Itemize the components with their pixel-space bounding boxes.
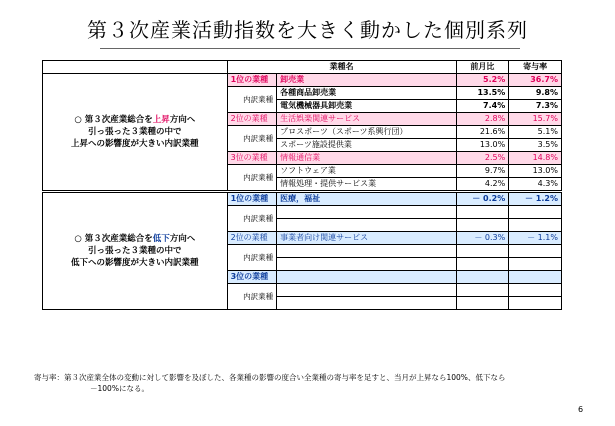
upward-sub-1-1-contrib: 9.8%: [509, 87, 562, 100]
downward-sub-1-1-mom: [456, 206, 509, 219]
downward-sub-2-1-contrib: [509, 245, 562, 258]
upward-sub-1-1: 各種商品卸売業: [277, 87, 456, 100]
header-empty-cell: [43, 61, 228, 74]
upward-mom-3: 2.5%: [456, 152, 509, 165]
downward-sub-label-1: 内訳業種: [227, 206, 277, 232]
upward-contrib-3: 14.8%: [509, 152, 562, 165]
footnote: [34, 372, 594, 394]
downward-industry-3: [277, 271, 456, 284]
downward-sub-2-2-mom: [456, 258, 509, 271]
upward-mom-1: 5.2%: [456, 74, 509, 87]
downward-sub-1-1-contrib: [509, 206, 562, 219]
upward-desc-suffix: 方向へ: [169, 115, 196, 125]
upward-sub-2-1-mom: 21.6%: [456, 126, 509, 139]
downward-industry-2: 事業者向け関連サービス: [277, 232, 456, 245]
upward-rank-1: 1位の業種: [227, 74, 277, 87]
downward-description: [43, 192, 228, 310]
downward-mom-2: － 0.3%: [456, 232, 509, 245]
page-title: 第３次産業活動指数を大きく動かした個別系列: [87, 18, 528, 42]
downward-mom-3: [456, 271, 509, 284]
upward-sub-3-1: ソフトウェア業: [277, 165, 456, 178]
footnote-line1: [34, 372, 594, 383]
downward-contrib-3: [509, 271, 562, 284]
downward-sub-3-2: [277, 297, 456, 310]
upward-rank-2: 2位の業種: [227, 113, 277, 126]
upward-sub-3-2: 情報処理・提供サービス業: [277, 178, 456, 192]
downward-sub-3-2-contrib: [509, 297, 562, 310]
industry-table: [42, 60, 562, 310]
header-mom: 前月比: [456, 61, 509, 74]
footnote-line2: －100%になる。: [90, 384, 149, 393]
upward-desc-highlight: 上昇: [152, 115, 170, 125]
table-header-row: [43, 61, 562, 74]
upward-sub-3-1-mom: 9.7%: [456, 165, 509, 178]
downward-rank-2: 2位の業種: [227, 232, 277, 245]
downward-industry-1: 医療，福祉: [277, 192, 456, 206]
page-number: 6: [578, 405, 584, 414]
downward-sub-3-1-contrib: [509, 284, 562, 297]
table-row: [43, 192, 562, 206]
upward-desc-line3: 上昇への影響度が大きい内訳業種: [71, 139, 199, 149]
downward-desc-line2: 引っ張った３業種の中で: [88, 246, 182, 256]
downward-desc-highlight: 低下: [152, 234, 170, 244]
upward-sub-3-2-mom: 4.2%: [456, 178, 509, 192]
downward-sub-1-2-contrib: [509, 219, 562, 232]
upward-sub-3-2-contrib: 4.3%: [509, 178, 562, 192]
upward-sub-2-2-mom: 13.0%: [456, 139, 509, 152]
downward-sub-2-2-contrib: [509, 258, 562, 271]
downward-desc-prefix: ○ 第３次産業総合を: [74, 234, 153, 244]
header-industry: 業種名: [227, 61, 456, 74]
downward-sub-1-1: [277, 206, 456, 219]
upward-industry-3: 情報通信業: [277, 152, 456, 165]
upward-contrib-1: 36.7%: [509, 74, 562, 87]
downward-rank-3: 3位の業種: [227, 271, 277, 284]
downward-desc-line3: 低下への影響度が大きい内訳業種: [71, 258, 199, 268]
downward-sub-3-1-mom: [456, 284, 509, 297]
upward-sub-3-1-contrib: 13.0%: [509, 165, 562, 178]
upward-sub-label-1: 内訳業種: [227, 87, 277, 113]
downward-sub-2-2: [277, 258, 456, 271]
upward-sub-2-1-contrib: 5.1%: [509, 126, 562, 139]
downward-rank-1: 1位の業種: [227, 192, 277, 206]
downward-sub-1-2: [277, 219, 456, 232]
upward-contrib-2: 15.7%: [509, 113, 562, 126]
upward-desc-prefix: ○ 第３次産業総合を: [74, 115, 153, 125]
downward-sub-label-2: 内訳業種: [227, 245, 277, 271]
upward-sub-label-2: 内訳業種: [227, 126, 277, 152]
downward-sub-2-1-mom: [456, 245, 509, 258]
downward-mom-1: － 0.2%: [456, 192, 509, 206]
upward-sub-label-3: 内訳業種: [227, 165, 277, 192]
upward-sub-1-1-mom: 13.5%: [456, 87, 509, 100]
upward-desc-line2: 引っ張った３業種の中で: [88, 127, 182, 137]
upward-sub-1-2-mom: 7.4%: [456, 100, 509, 113]
table-row: [43, 74, 562, 87]
upward-mom-2: 2.8%: [456, 113, 509, 126]
upward-industry-1: 卸売業: [277, 74, 456, 87]
header-contrib: 寄与率: [509, 61, 562, 74]
footnote-label: 寄与率：: [34, 373, 64, 382]
upward-sub-1-2-contrib: 7.3%: [509, 100, 562, 113]
downward-sub-2-1: [277, 245, 456, 258]
footnote-text-1: 第３次産業全体の変動に対して影響を及ぼした、各業種の影響の度合い全業種の寄与率を足すと、当月が上昇なら100%、低下なら: [64, 373, 506, 382]
downward-desc-suffix: 方向へ: [169, 234, 196, 244]
upward-description: [43, 74, 228, 192]
downward-sub-label-3: 内訳業種: [227, 284, 277, 310]
downward-contrib-2: － 1.1%: [509, 232, 562, 245]
downward-contrib-1: － 1.2%: [509, 192, 562, 206]
upward-sub-1-2: 電気機械器具卸売業: [277, 100, 456, 113]
downward-sub-1-2-mom: [456, 219, 509, 232]
upward-industry-2: 生活娯楽関連サービス: [277, 113, 456, 126]
title-underline: [100, 48, 520, 49]
downward-sub-3-1: [277, 284, 456, 297]
upward-sub-2-2: スポーツ施設提供業: [277, 139, 456, 152]
upward-sub-2-1: プロスポーツ（スポーツ系興行団）: [277, 126, 456, 139]
upward-sub-2-2-contrib: 3.5%: [509, 139, 562, 152]
downward-sub-3-2-mom: [456, 297, 509, 310]
upward-rank-3: 3位の業種: [227, 152, 277, 165]
